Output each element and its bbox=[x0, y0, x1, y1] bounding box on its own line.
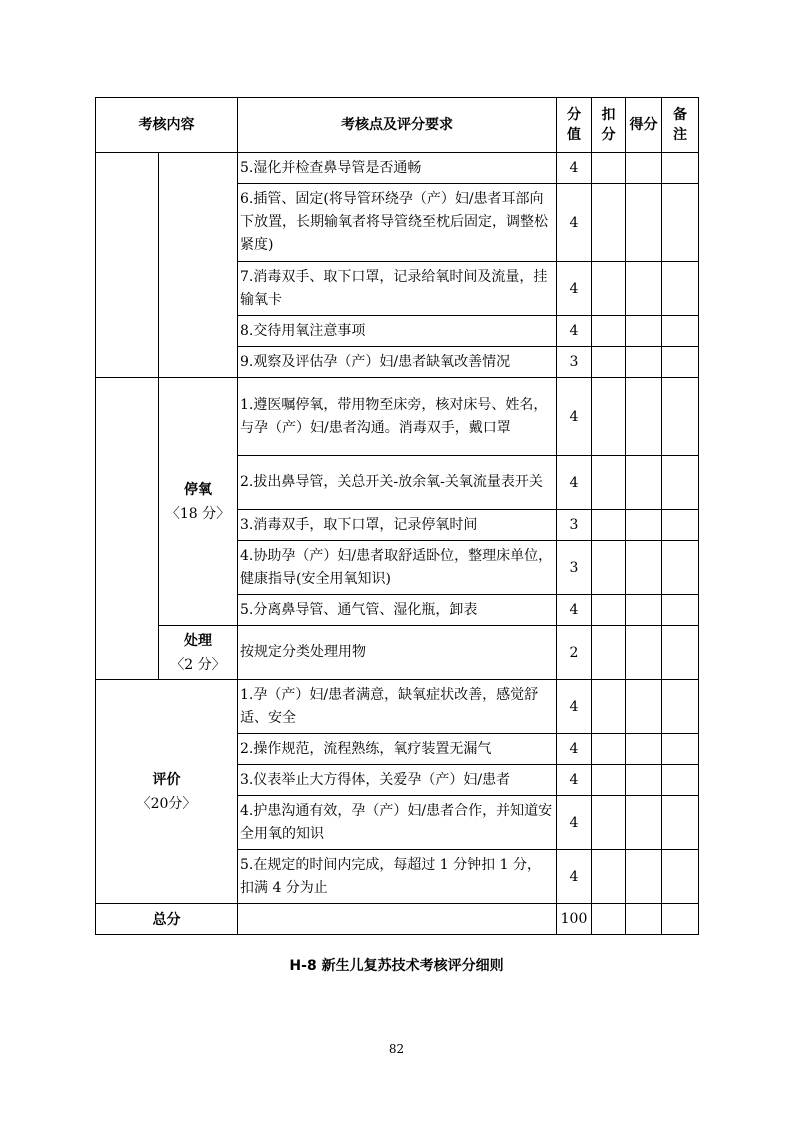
subcategory-name: 停氧 bbox=[184, 481, 212, 498]
category-evaluation bbox=[96, 680, 238, 904]
subcategory-points: 〈18 分〉 bbox=[165, 505, 231, 522]
deduct-cell bbox=[592, 153, 626, 184]
score-cell: 3 bbox=[557, 541, 592, 595]
earned-cell bbox=[626, 316, 662, 347]
header-requirements: 考核点及评分要求 bbox=[238, 98, 557, 153]
earned-cell bbox=[626, 510, 662, 541]
score-cell: 4 bbox=[557, 262, 592, 316]
earned-cell bbox=[626, 796, 662, 850]
requirement-cell: 4.护患沟通有效，孕（产）妇/患者合作，并知道安全用氧的知识 bbox=[238, 796, 557, 850]
page-number: 82 bbox=[388, 1042, 405, 1056]
remarks-cell bbox=[662, 378, 699, 456]
remarks-cell bbox=[662, 595, 699, 626]
score-cell: 4 bbox=[557, 734, 592, 765]
score-cell: 3 bbox=[557, 510, 592, 541]
score-cell: 4 bbox=[557, 378, 592, 456]
remarks-cell bbox=[662, 796, 699, 850]
score-cell: 4 bbox=[557, 316, 592, 347]
requirement-cell: 2.拔出鼻导管，关总开关-放余氧-关氧流量表开关 bbox=[238, 456, 557, 510]
deduct-cell bbox=[592, 626, 626, 680]
deduct-cell bbox=[592, 378, 626, 456]
requirement-cell: 5.湿化并检查鼻导管是否通畅 bbox=[238, 153, 557, 184]
total-label: 总分 bbox=[96, 904, 238, 935]
remarks-cell bbox=[662, 850, 699, 904]
total-row bbox=[96, 904, 699, 935]
requirement-cell: 3.消毒双手，取下口罩，记录停氧时间 bbox=[238, 510, 557, 541]
earned-cell bbox=[626, 541, 662, 595]
deduct-cell bbox=[592, 541, 626, 595]
remarks-cell bbox=[662, 680, 699, 734]
requirement-cell: 5.分离鼻导管、通气管、湿化瓶，卸表 bbox=[238, 595, 557, 626]
earned-cell bbox=[626, 680, 662, 734]
earned-cell bbox=[626, 347, 662, 378]
earned-cell bbox=[626, 456, 662, 510]
header-row bbox=[96, 98, 699, 153]
header-deduct: 扣分 bbox=[592, 98, 626, 153]
deduct-cell bbox=[592, 904, 626, 935]
total-requirement-cell bbox=[238, 904, 557, 935]
deduct-cell bbox=[592, 510, 626, 541]
earned-cell bbox=[626, 595, 662, 626]
requirement-cell: 按规定分类处理用物 bbox=[238, 626, 557, 680]
header-score-value: 分值 bbox=[557, 98, 592, 153]
deduct-cell bbox=[592, 765, 626, 796]
section-caption: H-8 新生儿复苏技术考核评分细则 bbox=[289, 958, 504, 974]
remarks-cell bbox=[662, 347, 699, 378]
subcategory-points: 〈2 分〉 bbox=[170, 656, 226, 673]
requirement-cell: 1.遵医嘱停氧，带用物至床旁，核对床号、姓名，与孕（产）妇/患者沟通。消毒双手，戴口罩 bbox=[238, 378, 557, 456]
category-name: 评价 bbox=[152, 771, 181, 788]
score-cell: 4 bbox=[557, 850, 592, 904]
deduct-cell bbox=[592, 850, 626, 904]
requirement-cell: 3.仪表举止大方得体，关爱孕（产）妇/患者 bbox=[238, 765, 557, 796]
category-cell-procedure bbox=[96, 378, 159, 680]
earned-cell bbox=[626, 153, 662, 184]
remarks-cell bbox=[662, 184, 699, 262]
remarks-cell bbox=[662, 510, 699, 541]
deduct-cell bbox=[592, 316, 626, 347]
remarks-cell bbox=[662, 456, 699, 510]
requirement-cell: 4.协助孕（产）妇/患者取舒适卧位，整理床单位，健康指导(安全用氧知识) bbox=[238, 541, 557, 595]
earned-cell bbox=[626, 262, 662, 316]
subcategory-cell-continued bbox=[159, 153, 238, 378]
deduct-cell bbox=[592, 796, 626, 850]
earned-cell bbox=[626, 850, 662, 904]
remarks-cell bbox=[662, 904, 699, 935]
earned-cell bbox=[626, 378, 662, 456]
category-points: 〈20分〉 bbox=[136, 795, 197, 812]
earned-cell bbox=[626, 626, 662, 680]
table-row bbox=[96, 378, 699, 456]
remarks-cell bbox=[662, 262, 699, 316]
score-cell: 2 bbox=[557, 626, 592, 680]
table-row bbox=[96, 153, 699, 184]
requirement-cell: 6.插管、固定(将导管环绕孕（产）妇/患者耳部向下放置，长期输氧者将导管绕至枕后固定，调整松紧度) bbox=[238, 184, 557, 262]
subcategory-stop-oxygen bbox=[159, 378, 238, 626]
remarks-cell bbox=[662, 316, 699, 347]
remarks-cell bbox=[662, 541, 699, 595]
deduct-cell bbox=[592, 734, 626, 765]
deduct-cell bbox=[592, 184, 626, 262]
remarks-cell bbox=[662, 153, 699, 184]
requirement-cell: 5.在规定的时间内完成，每超过 1 分钟扣 1 分，扣满 4 分为止 bbox=[238, 850, 557, 904]
score-cell: 4 bbox=[557, 765, 592, 796]
header-content: 考核内容 bbox=[96, 98, 238, 153]
earned-cell bbox=[626, 734, 662, 765]
requirement-cell: 8.交待用氧注意事项 bbox=[238, 316, 557, 347]
table-row bbox=[96, 680, 699, 734]
score-cell: 4 bbox=[557, 595, 592, 626]
score-cell: 4 bbox=[557, 796, 592, 850]
score-cell: 4 bbox=[557, 153, 592, 184]
deduct-cell bbox=[592, 680, 626, 734]
score-cell: 4 bbox=[557, 184, 592, 262]
remarks-cell bbox=[662, 626, 699, 680]
subcategory-disposal bbox=[159, 626, 238, 680]
deduct-cell bbox=[592, 595, 626, 626]
deduct-cell bbox=[592, 347, 626, 378]
remarks-cell bbox=[662, 734, 699, 765]
table-row bbox=[96, 626, 699, 680]
total-score: 100 bbox=[557, 904, 592, 935]
deduct-cell bbox=[592, 262, 626, 316]
header-earned: 得分 bbox=[626, 98, 662, 153]
category-cell-continued bbox=[96, 153, 159, 378]
requirement-cell: 7.消毒双手、取下口罩，记录给氧时间及流量，挂输氧卡 bbox=[238, 262, 557, 316]
score-cell: 3 bbox=[557, 347, 592, 378]
header-remarks: 备注 bbox=[662, 98, 699, 153]
earned-cell bbox=[626, 765, 662, 796]
requirement-cell: 9.观察及评估孕（产）妇/患者缺氧改善情况 bbox=[238, 347, 557, 378]
remarks-cell bbox=[662, 765, 699, 796]
scoring-table bbox=[95, 97, 699, 935]
subcategory-name: 处理 bbox=[184, 632, 212, 649]
requirement-cell: 2.操作规范，流程熟练，氧疗装置无漏气 bbox=[238, 734, 557, 765]
earned-cell bbox=[626, 184, 662, 262]
requirement-cell: 1.孕（产）妇/患者满意，缺氧症状改善，感觉舒适、安全 bbox=[238, 680, 557, 734]
score-cell: 4 bbox=[557, 456, 592, 510]
earned-cell bbox=[626, 904, 662, 935]
deduct-cell bbox=[592, 456, 626, 510]
score-cell: 4 bbox=[557, 680, 592, 734]
